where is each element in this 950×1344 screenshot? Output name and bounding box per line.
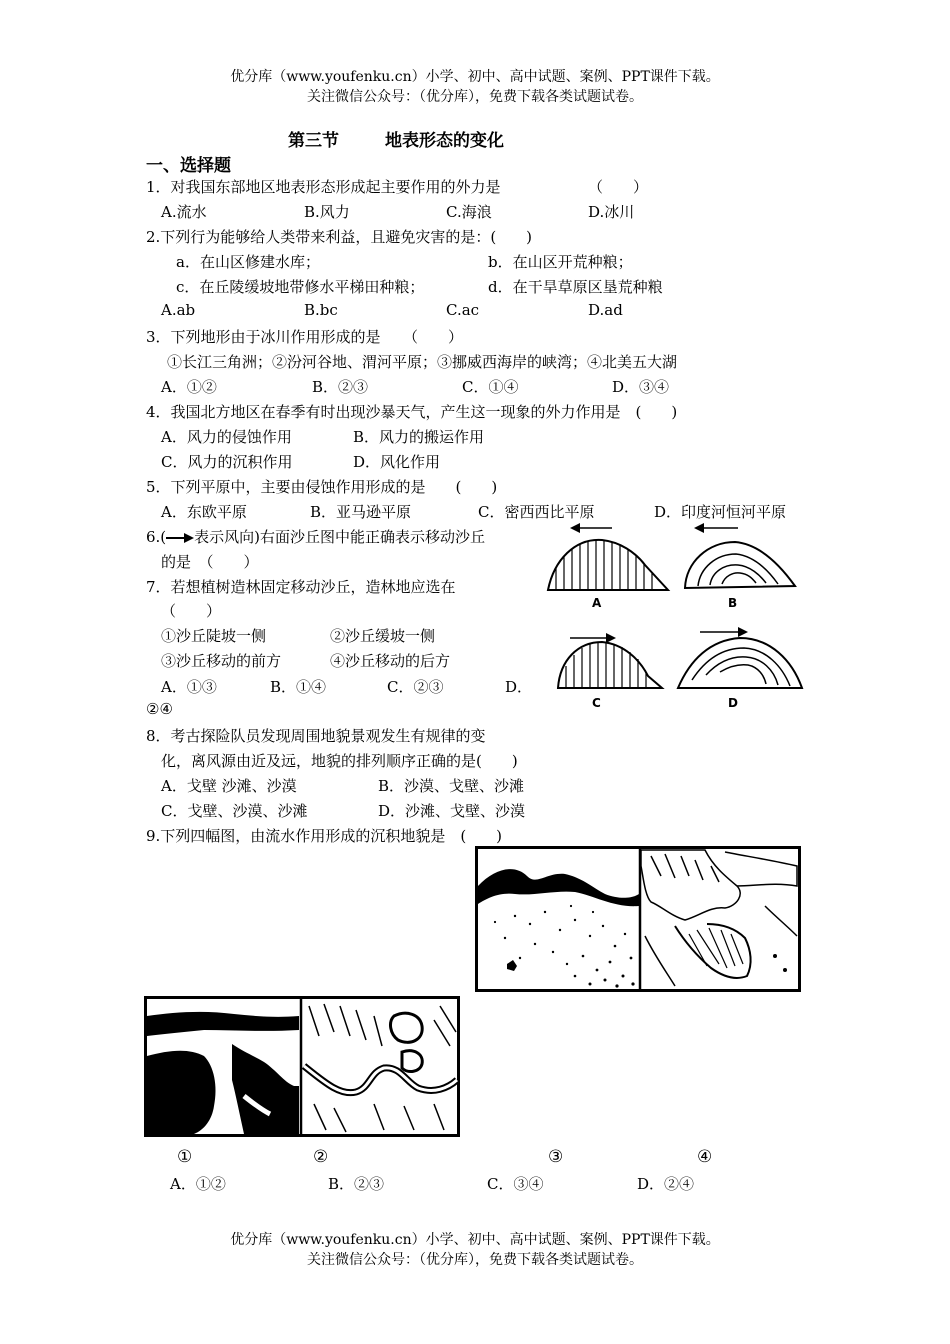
dune-c-diagram	[558, 633, 662, 688]
q6-line2: 的是 （ ）	[161, 553, 259, 571]
q5-option-b: B．亚马逊平原	[310, 503, 412, 521]
q9-option-c: C．③④	[487, 1175, 544, 1193]
image-number-2: ②	[313, 1147, 329, 1167]
q3-items: ①长江三角洲；②汾河谷地、渭河平原；③挪威西海岸的峡湾；④北美五大湖	[167, 353, 678, 371]
q5-option-a: A．东欧平原	[161, 503, 247, 521]
q1-option-d: D.冰川	[588, 203, 635, 221]
q5-stem: 5．下列平原中，主要由侵蚀作用形成的是 ( )	[146, 478, 498, 496]
q2-statement-b: b．在山区开荒种粮；	[488, 253, 633, 271]
image-number-4: ④	[697, 1147, 713, 1167]
q7-item-1: ①沙丘陡坡一侧	[161, 627, 267, 645]
image-number-1: ①	[177, 1147, 193, 1167]
dune-label-a: A	[592, 596, 602, 610]
dune-label-b: B	[728, 596, 738, 610]
wind-arrow-right-icon	[700, 627, 748, 637]
q6-line1	[146, 526, 485, 547]
q2-stem: 2.下列行为能够给人类带来利益，且避免灾害的是：( )	[146, 228, 533, 246]
dune-label-c: C	[592, 696, 601, 710]
q3-option-b: B．②③	[312, 378, 369, 396]
q7-item-4: ④沙丘移动的后方	[330, 652, 451, 670]
landform-image-3-4	[475, 846, 801, 992]
q2-statement-d: d．在干旱草原区垦荒种粮	[488, 278, 663, 296]
q9-option-d: D．②④	[637, 1175, 695, 1193]
dune-a-diagram	[548, 523, 668, 590]
q9-stem: 9.下列四幅图，由流水作用形成的沉积地貌是 ( )	[146, 827, 503, 845]
q4-option-d: D．风化作用	[353, 453, 441, 471]
q4-option-a: A．风力的侵蚀作用	[161, 428, 292, 446]
wind-arrow-right-icon	[570, 633, 616, 643]
q8-line1: 8．考古探险队员发现周围地貌景观发生有规律的变	[146, 727, 486, 745]
q2-option-b: B.bc	[304, 301, 338, 319]
q7-option-a: A．①③	[161, 678, 217, 696]
dune-d-diagram	[678, 627, 802, 688]
q7-line1: 7．若想植树造林固定移动沙丘，造林地应选在	[146, 578, 456, 596]
q3-option-d: D．③④	[612, 378, 670, 396]
q2-statement-c: c．在丘陵缓坡地带修水平梯田种粮；	[176, 278, 425, 296]
q2-option-c: C.ac	[446, 301, 480, 319]
q2-option-a: A.ab	[161, 301, 196, 319]
q3-stem: 3．下列地形由于冰川作用形成的是 （ ）	[146, 328, 464, 346]
q6-line1-pre: 6.(	[146, 528, 167, 546]
q2-option-d: D.ad	[588, 301, 623, 319]
wind-arrow-left-icon	[570, 523, 612, 533]
q7-item-2: ②沙丘缓坡一侧	[330, 627, 436, 645]
q5-option-c: C．密西西比平原	[478, 503, 595, 521]
q9-option-a: A．①②	[170, 1175, 226, 1193]
dune-label-d: D	[728, 696, 738, 710]
q4-option-c: C．风力的沉积作用	[161, 453, 293, 471]
q6-line1-post: 表示风向)右面沙丘图中能正确表示移动沙丘	[194, 528, 486, 546]
q7-line2: （ ）	[161, 602, 222, 620]
q8-option-d: D．沙滩、戈壁、沙漠	[378, 802, 526, 820]
q9-option-b: B．②③	[328, 1175, 385, 1193]
q5-option-d: D．印度河恒河平原	[654, 503, 787, 521]
header-line-2: 关注微信公众号：（优分库），免费下载各类试题试卷。	[307, 89, 643, 105]
q4-option-b: B．风力的搬运作用	[353, 428, 485, 446]
q7-option-b: B．①④	[270, 678, 327, 696]
q1-option-b: B.风力	[304, 203, 350, 221]
q8-line2: 化，离风源由近及远，地貌的排列顺序正确的是( )	[161, 752, 518, 770]
image-number-3: ③	[548, 1147, 564, 1167]
header-line-1: 优分库（www.youfenku.cn）小学、初中、高中试题、案例、PPT课件下载。	[230, 69, 720, 85]
q7-option-c: C．②③	[387, 678, 444, 696]
q7-option-d: D．	[505, 678, 533, 696]
wind-arrow-left-icon	[694, 523, 738, 533]
q2-statement-a: a．在山区修建水库；	[176, 253, 320, 271]
q1-stem: 1．对我国东部地区地表形态形成起主要作用的外力是	[146, 178, 501, 196]
q4-stem: 4．我国北方地区在春季有时出现沙暴天气，产生这一现象的外力作用是 ( )	[146, 403, 678, 421]
q8-option-a: A．戈壁 沙滩、沙漠	[161, 777, 297, 795]
q3-option-a: A．①②	[161, 378, 217, 396]
q1-option-a: A.流水	[161, 203, 207, 221]
q8-option-b: B．沙漠、戈壁、沙滩	[378, 777, 525, 795]
q7-item-3: ③沙丘移动的前方	[161, 652, 282, 670]
wind-arrow-icon	[166, 533, 194, 543]
q7-option-d-value: ②④	[146, 700, 173, 718]
q3-option-c: C．①④	[462, 378, 519, 396]
dune-figure	[540, 520, 810, 720]
q1-answer-paren: （ ）	[588, 178, 649, 196]
page-title: 地表形态的变化	[385, 131, 504, 151]
q1-option-c: C.海浪	[446, 203, 492, 221]
q8-option-c: C．戈壁、沙漠、沙滩	[161, 802, 308, 820]
section-heading: 一、选择题	[146, 156, 231, 176]
footer-line-1: 优分库（www.youfenku.cn）小学、初中、高中试题、案例、PPT课件下载。	[230, 1232, 720, 1248]
footer-line-2: 关注微信公众号：（优分库），免费下载各类试题试卷。	[307, 1252, 643, 1268]
section-number: 第三节	[288, 131, 339, 151]
landform-image-1-2	[144, 996, 460, 1137]
dune-b-diagram	[685, 523, 795, 588]
